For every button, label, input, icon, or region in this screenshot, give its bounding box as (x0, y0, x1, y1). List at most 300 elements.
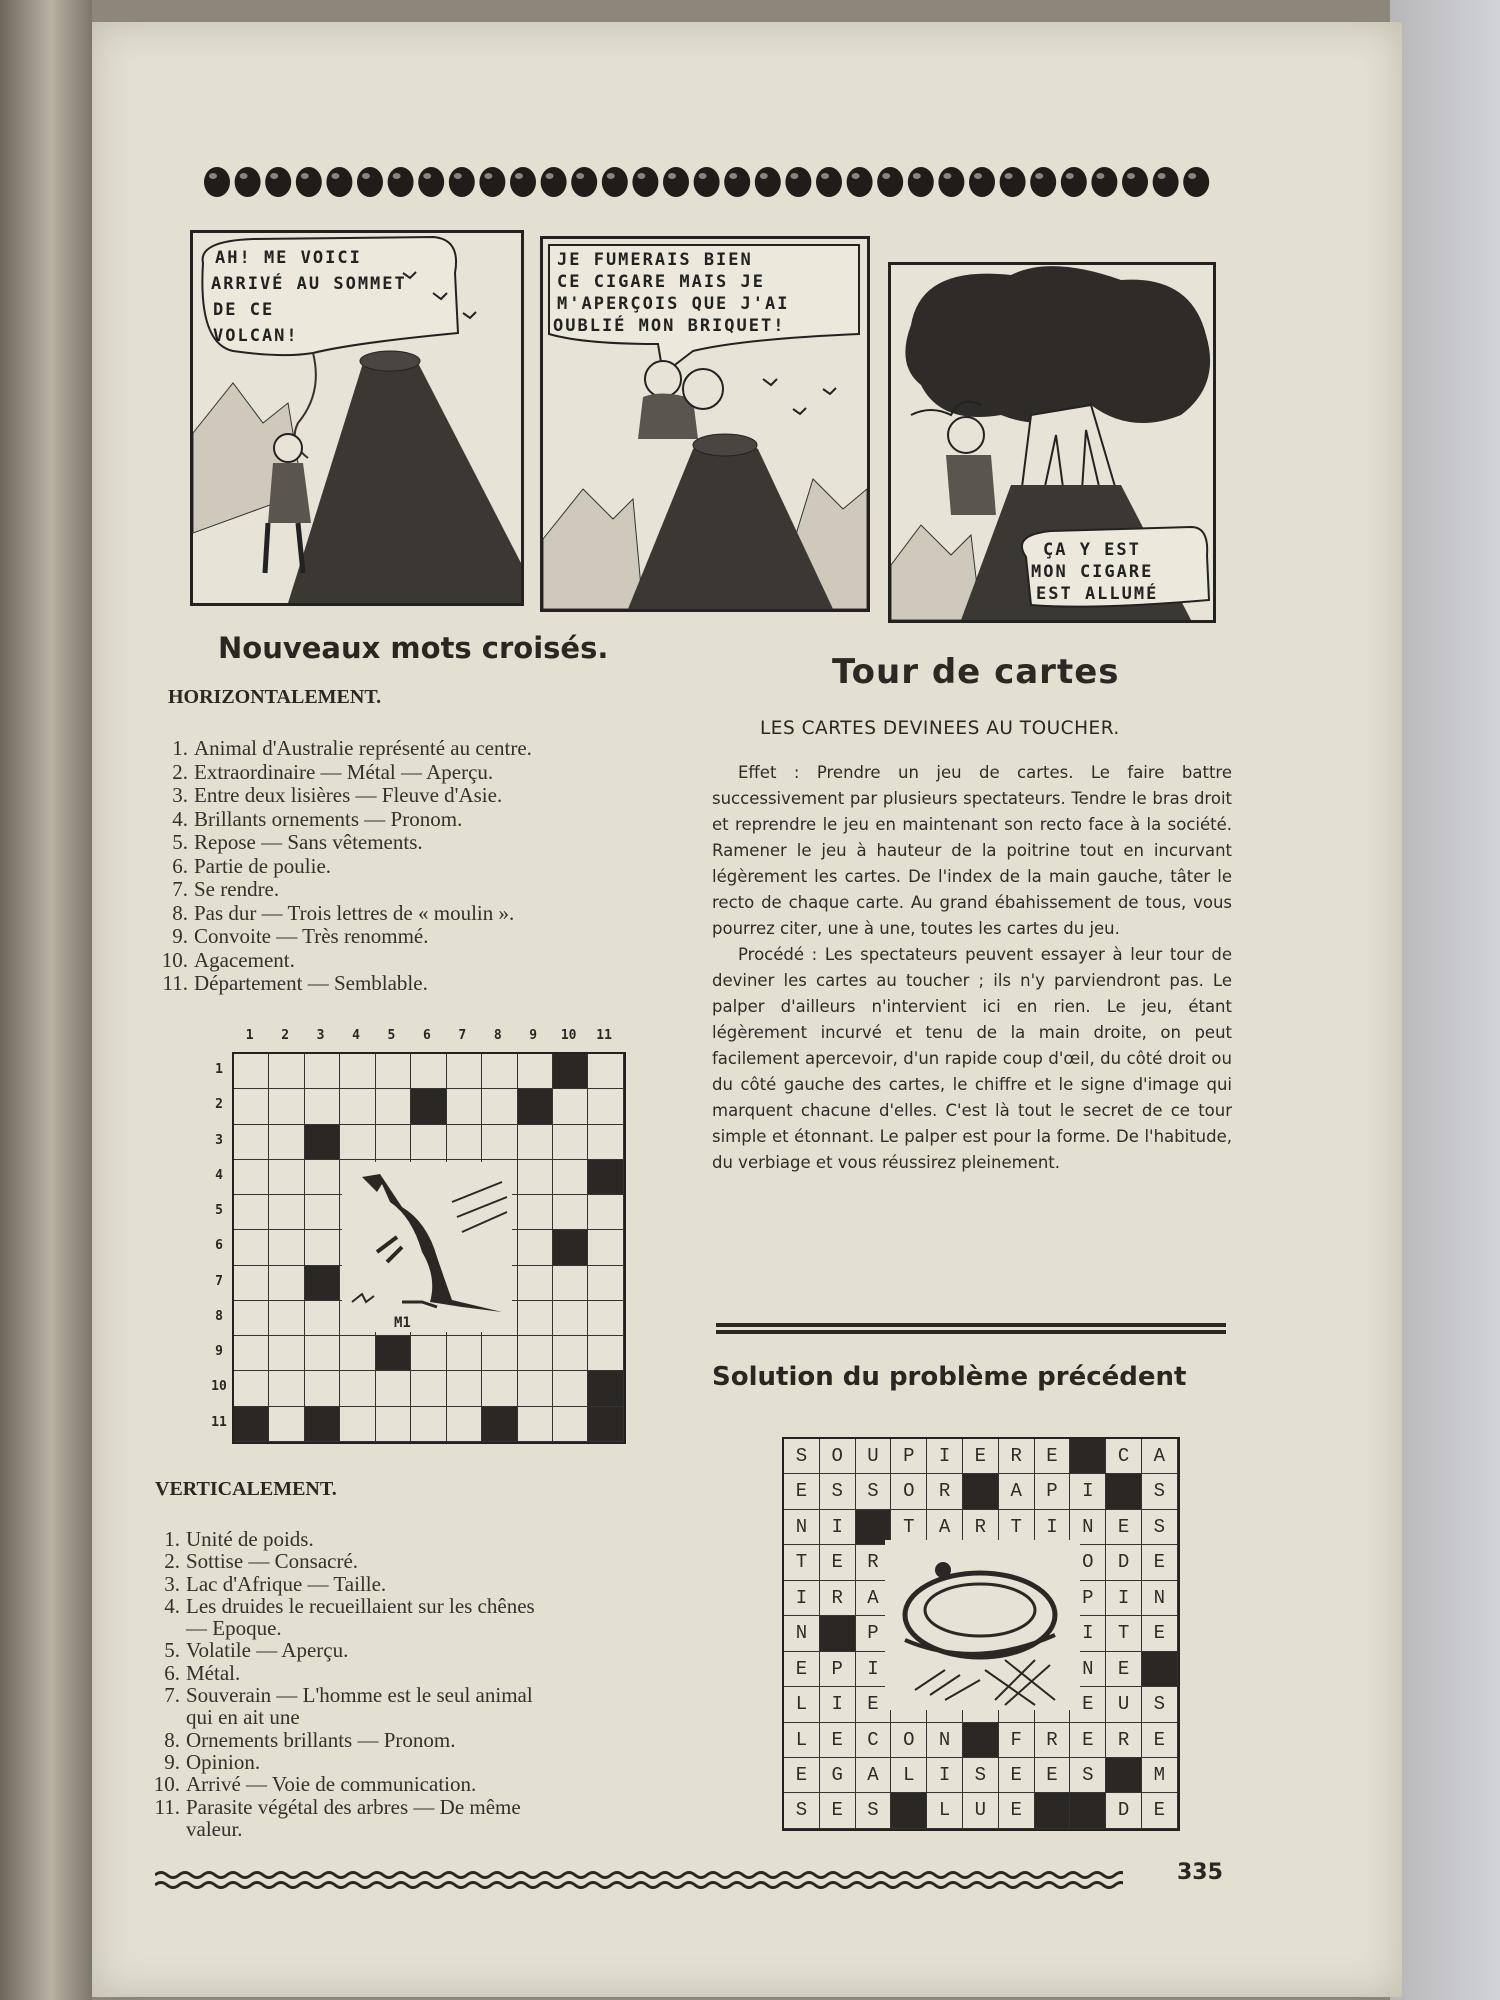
solution-cell: R (963, 1510, 999, 1545)
grid-cell (447, 1125, 482, 1160)
solution-cell-black (1106, 1474, 1142, 1509)
bead (296, 167, 322, 197)
solution-cell: T (784, 1545, 820, 1580)
clue-text: Ornements brillants — Pronom. (186, 1727, 456, 1752)
clue-item (152, 1729, 682, 1751)
grid-cell (340, 1336, 375, 1371)
grid-row-numbers (208, 1052, 230, 1440)
bead (449, 167, 475, 197)
solution-cell: I (1070, 1616, 1106, 1651)
grid-cell (340, 1371, 375, 1406)
grid-cell (447, 1336, 482, 1371)
solution-cell: P (856, 1616, 892, 1651)
grid-cell (447, 1089, 482, 1124)
binding-gutter (0, 0, 92, 2000)
clue-number: 2. (172, 759, 188, 784)
clue-text: Métal. (186, 1660, 241, 1685)
column-number: 11 (596, 1028, 612, 1043)
solution-cell: E (1070, 1687, 1106, 1722)
grid-cell (518, 1266, 553, 1301)
bead (1122, 167, 1148, 197)
comic-panel-2 (540, 236, 870, 612)
bead (1061, 167, 1087, 197)
grid-cell (269, 1089, 304, 1124)
solution-cell: M (1142, 1758, 1178, 1793)
bead-highlight (454, 173, 462, 179)
solution-cell: N (927, 1723, 963, 1758)
clue-text: Partie de poulie. (194, 853, 332, 878)
solution-cell: E (856, 1687, 892, 1722)
solution-cell: E (820, 1793, 856, 1828)
bead-highlight (1127, 173, 1135, 179)
solution-cell: E (999, 1793, 1035, 1828)
clue-number: 1. (164, 1527, 180, 1551)
bead-highlight (790, 173, 798, 179)
grid-cell (553, 1089, 588, 1124)
bead-highlight (637, 173, 645, 179)
grid-cell (269, 1407, 304, 1442)
row-number: 5 (215, 1203, 223, 1219)
solution-cell: E (784, 1758, 820, 1793)
grid-column-numbers (232, 1028, 622, 1043)
solution-cell: R (856, 1545, 892, 1580)
comic-text-2a: JE FUMERAIS BIEN (557, 250, 753, 270)
clue-item (160, 949, 670, 973)
column-number: 5 (387, 1028, 396, 1043)
bead (326, 167, 352, 197)
clue-text: Agacement. (194, 947, 295, 972)
tour-procede: Procédé : Les spectateurs peuvent essayer à leur tour de deviner les cartes au toucher ; ils n'y parviendront pas. Le palper d'ailleurs n'intervient ici en rien. Le jeu, étant légèrement incurvé et tenu de la main droite, on peut facilement apercevoir, d'un rapide coup d'œil, du côté droit ou du côté gauche des cartes, le chiffre et le signe d'image qui marquent chacune d'elles. C'est là tout le secret de ce tour simple et étonnant. Le palper est pour la forme. De l'habitude, du verbiage et vous réussirez pleinement. (712, 945, 1232, 1172)
grid-cell (482, 1054, 517, 1089)
comic-drawing-2 (543, 239, 867, 609)
clue-item (152, 1617, 682, 1639)
row-number: 4 (215, 1167, 223, 1183)
solution-cell: T (891, 1510, 927, 1545)
bead-highlight (1096, 173, 1104, 179)
solution-cell: D (1106, 1793, 1142, 1828)
solution-cell: S (1142, 1510, 1178, 1545)
clue-item (152, 1684, 682, 1706)
grid-cell (411, 1125, 446, 1160)
grid-cell (376, 1089, 411, 1124)
clue-item (152, 1796, 682, 1818)
horizontal-clues (160, 737, 670, 996)
bead (694, 167, 720, 197)
bead-highlight (974, 173, 982, 179)
row-number: 10 (211, 1379, 227, 1395)
clue-number: 11. (154, 1794, 180, 1819)
grid-cell (269, 1160, 304, 1195)
column-number: 1 (245, 1028, 254, 1043)
bottom-wave-rule (155, 1865, 1123, 1893)
comic-drawing-3 (891, 265, 1213, 620)
clue-text: Opinion. (186, 1749, 261, 1774)
solution-cell: I (1035, 1510, 1071, 1545)
clue-number: 4. (164, 1593, 180, 1618)
grid-cell (553, 1195, 588, 1230)
bead (571, 167, 597, 197)
comic-text-3c: EST ALLUMÉ (1036, 584, 1159, 604)
grid-cell (340, 1089, 375, 1124)
clue-item (160, 925, 670, 949)
solution-cell: E (1035, 1758, 1071, 1793)
grid-cell (234, 1054, 269, 1089)
grid-cell-black (482, 1407, 517, 1442)
grid-cell (553, 1407, 588, 1442)
solution-cell: I (820, 1510, 856, 1545)
solution-cell: R (999, 1439, 1035, 1474)
solution-cell: E (1142, 1616, 1178, 1651)
bead-highlight (760, 173, 768, 179)
grid-cell (553, 1371, 588, 1406)
solution-cell-black (1106, 1758, 1142, 1793)
grid-cell (518, 1054, 553, 1089)
grid-cell-black (588, 1160, 623, 1195)
clue-number: 10. (161, 947, 188, 972)
grid-cell (234, 1301, 269, 1336)
solution-cell: U (1106, 1687, 1142, 1722)
solution-cell: O (1070, 1545, 1106, 1580)
grid-cell (553, 1266, 588, 1301)
solution-cell: L (927, 1793, 963, 1828)
grid-cell-black (376, 1336, 411, 1371)
grid-cell (305, 1371, 340, 1406)
solution-cell: C (1106, 1439, 1142, 1474)
solution-cell: U (963, 1793, 999, 1828)
solution-cell: P (1035, 1474, 1071, 1509)
solution-cell: I (927, 1439, 963, 1474)
grid-cell (234, 1089, 269, 1124)
bead (969, 167, 995, 197)
bead-highlight (607, 173, 615, 179)
bead-highlight (821, 173, 829, 179)
clue-item (160, 902, 670, 926)
bead-highlight (943, 173, 951, 179)
bead (724, 167, 750, 197)
grid-cell (588, 1301, 623, 1336)
grid-cell (269, 1195, 304, 1230)
solution-cell: S (1070, 1758, 1106, 1793)
solution-cell: F (999, 1723, 1035, 1758)
grid-cell (447, 1371, 482, 1406)
solution-cell: S (856, 1474, 892, 1509)
clue-text: qui en ait une (186, 1705, 300, 1730)
grid-cell (518, 1160, 553, 1195)
solution-cell: L (891, 1758, 927, 1793)
grid-cell (234, 1125, 269, 1160)
grid-cell (234, 1195, 269, 1230)
bead-highlight (331, 173, 339, 179)
solution-cell: L (784, 1687, 820, 1722)
column-number: 3 (316, 1028, 325, 1043)
bead (479, 167, 505, 197)
grid-cell (376, 1407, 411, 1442)
tour-effet: Effet : Prendre un jeu de cartes. Le faire battre successivement par plusieurs spectateurs. Tendre le bras droit et reprendre le jeu en maintenant son recto face à la société. Ramener le jeu à hauteur de la poitrine tout en incurvant légèrement les cartes. De l'index de la main gauche, tâter le recto de chaque carte. Au grand ébahissement de tous, vous pourrez citer, une à une, toutes les cartes du jeu. (712, 763, 1232, 938)
clue-item (160, 784, 670, 808)
solution-cell: A (927, 1510, 963, 1545)
background-surface (1390, 0, 1500, 2000)
column-number: 2 (281, 1028, 290, 1043)
grid-cell (518, 1336, 553, 1371)
solution-cell: E (820, 1545, 856, 1580)
grid-cell-black (305, 1125, 340, 1160)
comic-panel-3 (888, 262, 1216, 623)
solution-cell: P (1070, 1581, 1106, 1616)
solution-cell: C (856, 1723, 892, 1758)
bead-highlight (240, 173, 248, 179)
clue-number: 6. (172, 853, 188, 878)
vertical-heading: VERTICALEMENT. (155, 1478, 337, 1500)
clue-number: 4. (172, 806, 188, 831)
solution-cell: I (1070, 1474, 1106, 1509)
grid-cell (588, 1266, 623, 1301)
solution-cell: T (1106, 1616, 1142, 1651)
clue-number: 11. (162, 971, 188, 995)
clue-number: 5. (164, 1638, 180, 1663)
column-number: 9 (529, 1028, 538, 1043)
solution-cell: G (820, 1758, 856, 1793)
grid-cell (234, 1371, 269, 1406)
clue-number: 6. (164, 1660, 180, 1685)
row-number: 9 (215, 1344, 223, 1360)
grid-cell-black (588, 1371, 623, 1406)
grid-cell (234, 1336, 269, 1371)
solution-cell: N (784, 1616, 820, 1651)
solution-cell-black (963, 1474, 999, 1509)
grid-cell (411, 1336, 446, 1371)
comic-text-1a: AH! ME VOICI (215, 248, 362, 268)
solution-cell: I (1106, 1581, 1142, 1616)
grid-cell-black (411, 1089, 446, 1124)
grid-cell (269, 1301, 304, 1336)
grid-cell (518, 1195, 553, 1230)
solution-cell: E (1106, 1652, 1142, 1687)
bead (541, 167, 567, 197)
clue-number: 9. (164, 1749, 180, 1774)
grid-cell (482, 1336, 517, 1371)
grid-cell (376, 1125, 411, 1160)
clue-number: 7. (172, 877, 188, 901)
solution-cell: S (820, 1474, 856, 1509)
clue-text: Animal d'Australie représenté au centre. (194, 736, 532, 760)
column-number: 10 (560, 1028, 577, 1043)
clue-item (160, 972, 670, 996)
clue-item (160, 878, 670, 902)
column-number: 8 (493, 1028, 502, 1043)
solution-cell: T (999, 1510, 1035, 1545)
comic-text-1b: ARRIVÉ AU SOMMET (211, 274, 407, 294)
grid-cell (553, 1160, 588, 1195)
grid-cell-black (518, 1089, 553, 1124)
bead (908, 167, 934, 197)
clue-item (160, 855, 670, 879)
column-number: 6 (422, 1028, 431, 1043)
grid-cell (411, 1407, 446, 1442)
solution-cell: A (856, 1581, 892, 1616)
solution-cell: O (891, 1723, 927, 1758)
solution-cell: R (820, 1581, 856, 1616)
clue-text: Arrivé — Voie de communication. (186, 1772, 477, 1797)
grid-cell-black (234, 1407, 269, 1442)
solution-cell-black (1142, 1652, 1178, 1687)
bead-highlight (270, 173, 278, 179)
grid-cell (269, 1266, 304, 1301)
bead (1030, 167, 1056, 197)
grid-cell (553, 1301, 588, 1336)
solution-cell: E (1142, 1793, 1178, 1828)
comic-text-2d: OUBLIÉ MON BRIQUET! (553, 316, 786, 336)
clue-text: Brillants ornements — Pronom. (194, 806, 463, 831)
kangaroo-picture (342, 1162, 512, 1332)
solution-cell: E (963, 1439, 999, 1474)
crossword-title: Nouveaux mots croisés. (218, 631, 609, 665)
clue-number: 5. (172, 830, 188, 854)
solution-cell: N (784, 1510, 820, 1545)
clue-number: 1. (172, 736, 188, 760)
clue-text: Pas dur — Trois lettres de « moulin ». (194, 900, 515, 925)
grid-cell-black (553, 1230, 588, 1265)
bead-highlight (1005, 173, 1013, 179)
bead (877, 167, 903, 197)
clue-item (152, 1528, 682, 1550)
tour-body (712, 760, 1232, 1176)
grid-cell (411, 1054, 446, 1089)
grid-cell (269, 1230, 304, 1265)
solution-cell: S (963, 1758, 999, 1793)
clue-number: 3. (164, 1571, 180, 1596)
solution-cell: S (784, 1439, 820, 1474)
grid-cell (482, 1125, 517, 1160)
clue-text: Lac d'Afrique — Taille. (186, 1571, 387, 1596)
solution-cell: A (1142, 1439, 1178, 1474)
clue-item (160, 808, 670, 832)
grid-cell (305, 1089, 340, 1124)
solution-cell: S (1142, 1474, 1178, 1509)
clue-number: 2. (164, 1549, 180, 1574)
row-number: 8 (215, 1308, 223, 1324)
page-number: 335 (1177, 1860, 1223, 1885)
grid-cell (234, 1266, 269, 1301)
solution-cell-black (1070, 1793, 1106, 1828)
clue-text: Les druides le recueillaient sur les chênes (186, 1593, 535, 1618)
row-number: 2 (215, 1097, 223, 1113)
bead (235, 167, 261, 197)
clue-item (152, 1751, 682, 1773)
bead-highlight (668, 173, 676, 179)
bead-highlight (852, 173, 860, 179)
bead-highlight (423, 173, 431, 179)
clue-item (152, 1573, 682, 1595)
solution-cell: S (784, 1793, 820, 1828)
grid-cell (588, 1230, 623, 1265)
bead-highlight (209, 173, 217, 179)
clue-text: Souverain — L'homme est le seul animal (186, 1683, 533, 1708)
bead-highlight (546, 173, 554, 179)
clue-text: valeur. (186, 1816, 243, 1841)
clue-text: Parasite végétal des arbres — De même (186, 1794, 521, 1819)
solution-cell: S (856, 1793, 892, 1828)
solution-cell: N (1070, 1510, 1106, 1545)
clue-item (152, 1773, 682, 1795)
bead-highlight (484, 173, 492, 179)
comic-text-1c: DE CE (213, 300, 275, 320)
grid-cell (411, 1371, 446, 1406)
comic-drawing-1 (193, 233, 521, 603)
comic-text-2c: M'APERÇOIS QUE J'AI (557, 294, 790, 314)
clue-item (160, 737, 670, 761)
bead (204, 167, 230, 197)
grid-cell (269, 1336, 304, 1371)
bead-highlight (913, 173, 921, 179)
clue-text: Entre deux lisières — Fleuve d'Asie. (194, 783, 503, 807)
bead (785, 167, 811, 197)
solution-cell-black (891, 1793, 927, 1828)
solution-cell: I (784, 1581, 820, 1616)
bead-highlight (1066, 173, 1074, 179)
grid-cell (376, 1054, 411, 1089)
bead (755, 167, 781, 197)
bead (265, 167, 291, 197)
bead (663, 167, 689, 197)
vertical-clues (152, 1528, 682, 1840)
grid-cell (447, 1054, 482, 1089)
grid-cell-black (305, 1266, 340, 1301)
bead-highlight (362, 173, 370, 179)
clue-text: Se rendre. (194, 877, 280, 901)
clue-item (152, 1595, 682, 1617)
bead (1183, 167, 1209, 197)
clue-text: Sottise — Consacré. (186, 1549, 359, 1574)
comic-text-1d: VOLCAN! (213, 326, 299, 346)
grid-cell (588, 1195, 623, 1230)
solution-cell: L (784, 1723, 820, 1758)
bead-highlight (1188, 173, 1196, 179)
clue-item (152, 1818, 682, 1840)
solution-cell: I (927, 1758, 963, 1793)
clue-number: 10. (153, 1772, 180, 1797)
solution-cell-black (963, 1723, 999, 1758)
grid-cell (553, 1336, 588, 1371)
solution-cell: N (1142, 1581, 1178, 1616)
solution-cell: R (927, 1474, 963, 1509)
solution-cell: E (1106, 1510, 1142, 1545)
clue-item (152, 1550, 682, 1572)
bead (938, 167, 964, 197)
grid-cell (518, 1125, 553, 1160)
bead (510, 167, 536, 197)
solution-cell: I (820, 1687, 856, 1722)
grid-cell (305, 1336, 340, 1371)
grid-cell (269, 1054, 304, 1089)
solution-cell: D (1106, 1545, 1142, 1580)
bead-highlight (699, 173, 707, 179)
bead-highlight (576, 173, 584, 179)
horizontal-heading: HORIZONTALEMENT. (168, 686, 382, 708)
grid-cell (518, 1407, 553, 1442)
grid-cell (305, 1054, 340, 1089)
clue-text: Convoite — Très renommé. (194, 924, 429, 948)
clue-text: Volatile — Aperçu. (186, 1638, 349, 1663)
solution-cell: E (1142, 1545, 1178, 1580)
clue-number: 3. (172, 783, 188, 807)
solution-cell: U (856, 1439, 892, 1474)
crossword-area (232, 1052, 622, 1440)
solution-title: Solution du problème précédent (712, 1362, 1187, 1392)
grid-cell (553, 1125, 588, 1160)
solution-cell: S (1142, 1687, 1178, 1722)
grid-cell (269, 1125, 304, 1160)
column-number: 4 (352, 1028, 360, 1043)
